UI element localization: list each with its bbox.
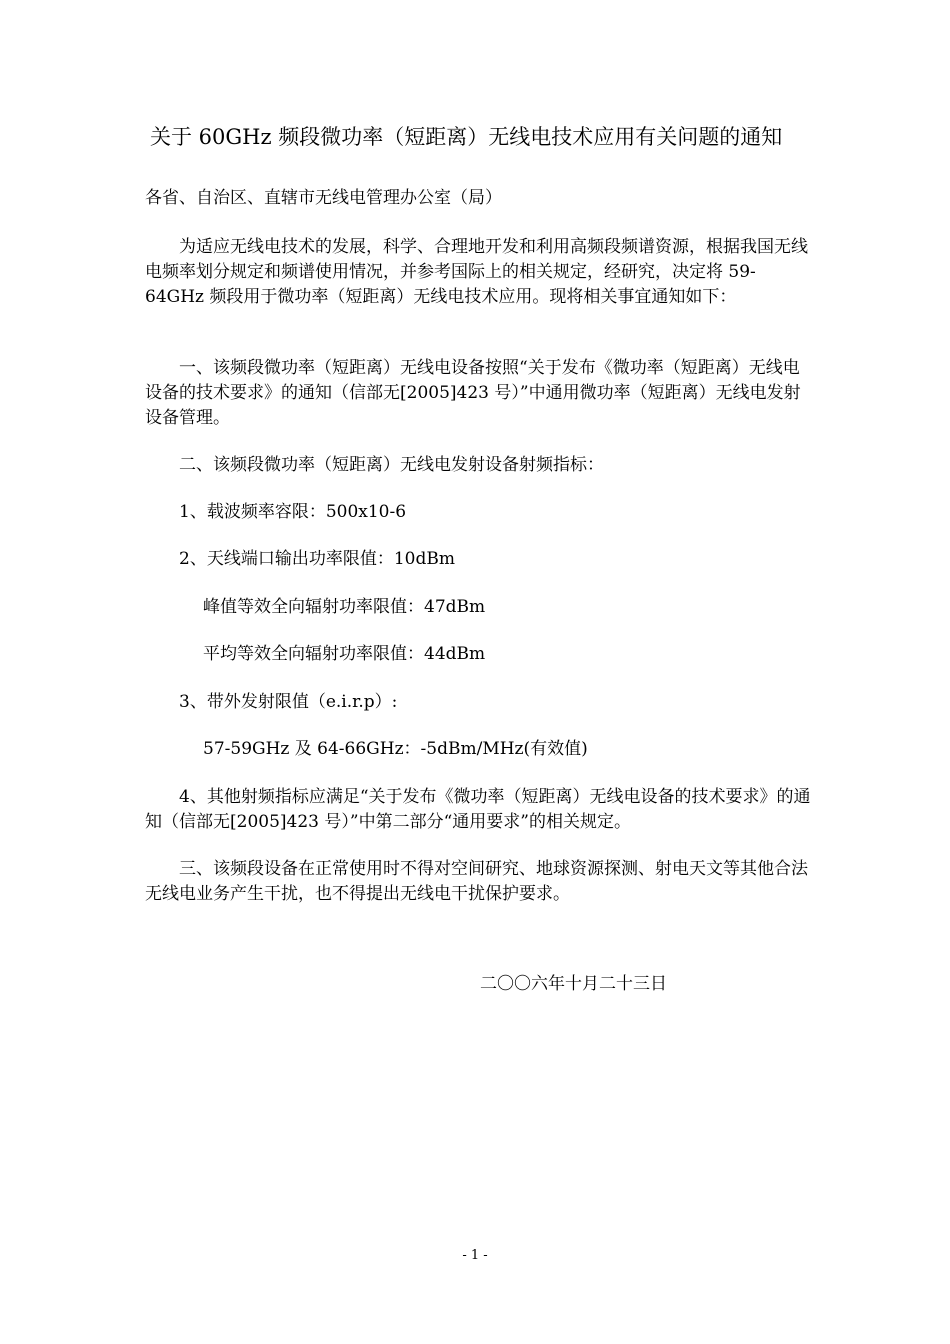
document-title: 关于 60GHz 频段微功率（短距离）无线电技术应用有关问题的通知 <box>150 125 783 149</box>
item-1: 1、载波频率容限：500x10-6 <box>179 502 407 522</box>
item-3-detail: 57-59GHz 及 64-66GHz：-5dBm/MHz(有效值) <box>203 739 588 759</box>
section-2-heading: 二、该频段微功率（短距离）无线电发射设备射频指标： <box>179 455 604 475</box>
addressee: 各省、自治区、直辖市无线电管理办公室（局） <box>145 188 502 208</box>
item-2-average-eirp: 平均等效全向辐射功率限值：44dBm <box>203 644 486 664</box>
item-2: 2、天线端口输出功率限值：10dBm <box>179 549 455 569</box>
section-3-paragraph: 三、该频段设备在正常使用时不得对空间研究、地球资源探测、射电天文等其他合法无线电业务产生干扰，也不得提出无线电干扰保护要求。 <box>145 859 808 904</box>
intro-paragraph: 为适应无线电技术的发展，科学、合理地开发和利用高频段频谱资源，根据我国无线电频率划分规定和频谱使用情况，并参考国际上的相关规定，经研究，决定将 59-64GHz 频段用于微功率（短距离）无线电技术应用。现将相关事宜通知如下： <box>145 237 808 307</box>
item-4-paragraph: 4、其他射频指标应满足“关于发布《微功率（短距离）无线电设备的技术要求》的通知（信部无[2005]423 号）”中第二部分“通用要求”的相关规定。 <box>145 787 811 832</box>
page-number: - 1 - <box>462 1248 488 1263</box>
document-date: 二〇〇六年十月二十三日 <box>480 974 667 994</box>
item-3: 3、带外发射限值（e.i.r.p）: <box>179 692 398 712</box>
section-1-paragraph: 一、该频段微功率（短距离）无线电设备按照“关于发布《微功率（短距离）无线电设备的技术要求》的通知（信部无[2005]423 号）”中通用微功率（短距离）无线电发射设备管理。 <box>145 358 801 428</box>
item-2-peak-eirp: 峰值等效全向辐射功率限值：47dBm <box>203 597 486 617</box>
